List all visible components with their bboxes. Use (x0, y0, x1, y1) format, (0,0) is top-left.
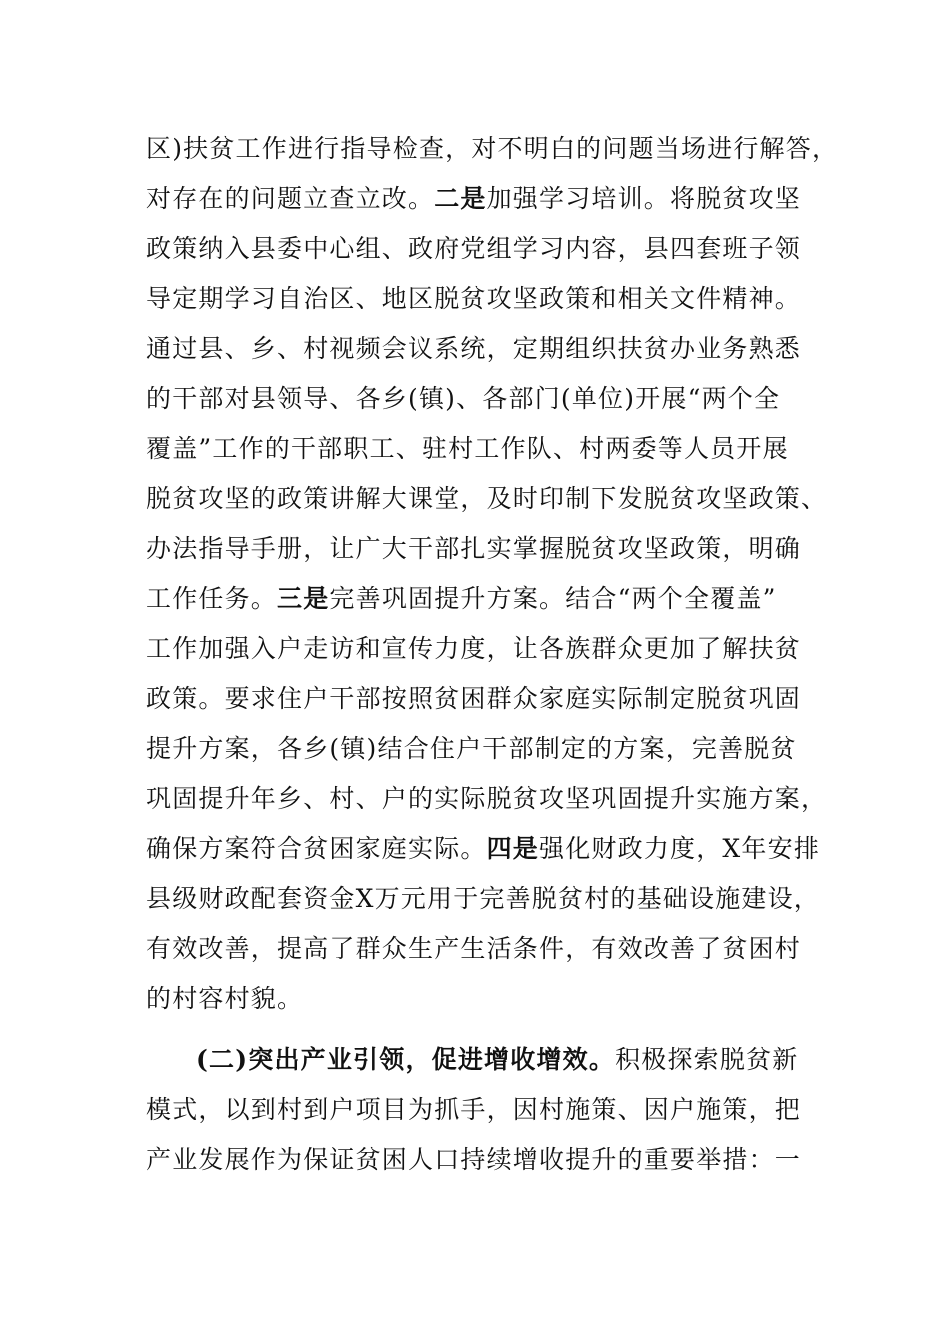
text-line: 的干部对县领导、各乡(镇)、各部门(单位)开展“两个全 (146, 384, 781, 413)
text-line: 导定期学习自治区、地区脱贫攻坚政策和相关文件精神。 (146, 284, 802, 313)
bold-marker: 三是 (277, 584, 330, 613)
text-line: 提升方案，各乡(镇)结合住户干部制定的方案，完善脱贫 (146, 734, 797, 763)
text-line: 的村容村貌。 (146, 984, 304, 1013)
bold-marker: 二是 (434, 184, 487, 213)
text-line: 县级财政配套资金X万元用于完善脱贫村的基础设施建设， (146, 884, 821, 913)
text-line: 对存在的问题立查立改。二是加强学习培训。将脱贫攻坚 (146, 184, 802, 213)
text-line: 脱贫攻坚的政策讲解大课堂，及时印制下发脱贫攻坚政策、 (146, 484, 828, 513)
section-heading: (二)突出产业引领，促进增收增效。 (196, 1045, 616, 1074)
bold-marker: 四是 (486, 834, 540, 863)
text-line: 有效改善，提高了群众生产生活条件，有效改善了贫困村 (146, 934, 802, 963)
text-line: 巩固提升年乡、村、户的实际脱贫攻坚巩固提升实施方案， (146, 784, 828, 813)
text-line: 工作任务。三是完善巩固提升方案。结合“两个全覆盖” (146, 584, 777, 613)
text-line: 产业发展作为保证贫困人口持续增收提升的重要举措：一 (146, 1145, 802, 1174)
text-line: (二)突出产业引领，促进增收增效。积极探索脱贫新 (196, 1045, 799, 1074)
text-line: 区)扶贫工作进行指导检查，对不明白的问题当场进行解答， (146, 134, 839, 163)
text-line: 政策纳入县委中心组、政府党组学习内容，县四套班子领 (146, 234, 802, 263)
text-line: 通过县、乡、村视频会议系统，定期组织扶贫办业务熟悉 (146, 334, 802, 363)
text-line: 覆盖”工作的干部职工、驻村工作队、村两委等人员开展 (146, 434, 789, 463)
text-line: 确保方案符合贫困家庭实际。四是强化财政力度，X年安排 (146, 834, 821, 863)
text-line: 政策。要求住户干部按照贫困群众家庭实际制定脱贫巩固 (146, 684, 802, 713)
text-line: 办法指导手册，让广大干部扎实掌握脱贫攻坚政策，明确 (146, 534, 802, 563)
text-line: 模式，以到村到户项目为抓手，因村施策、因户施策，把 (146, 1095, 802, 1124)
text-line: 工作加强入户走访和宣传力度，让各族群众更加了解扶贫 (146, 634, 802, 663)
